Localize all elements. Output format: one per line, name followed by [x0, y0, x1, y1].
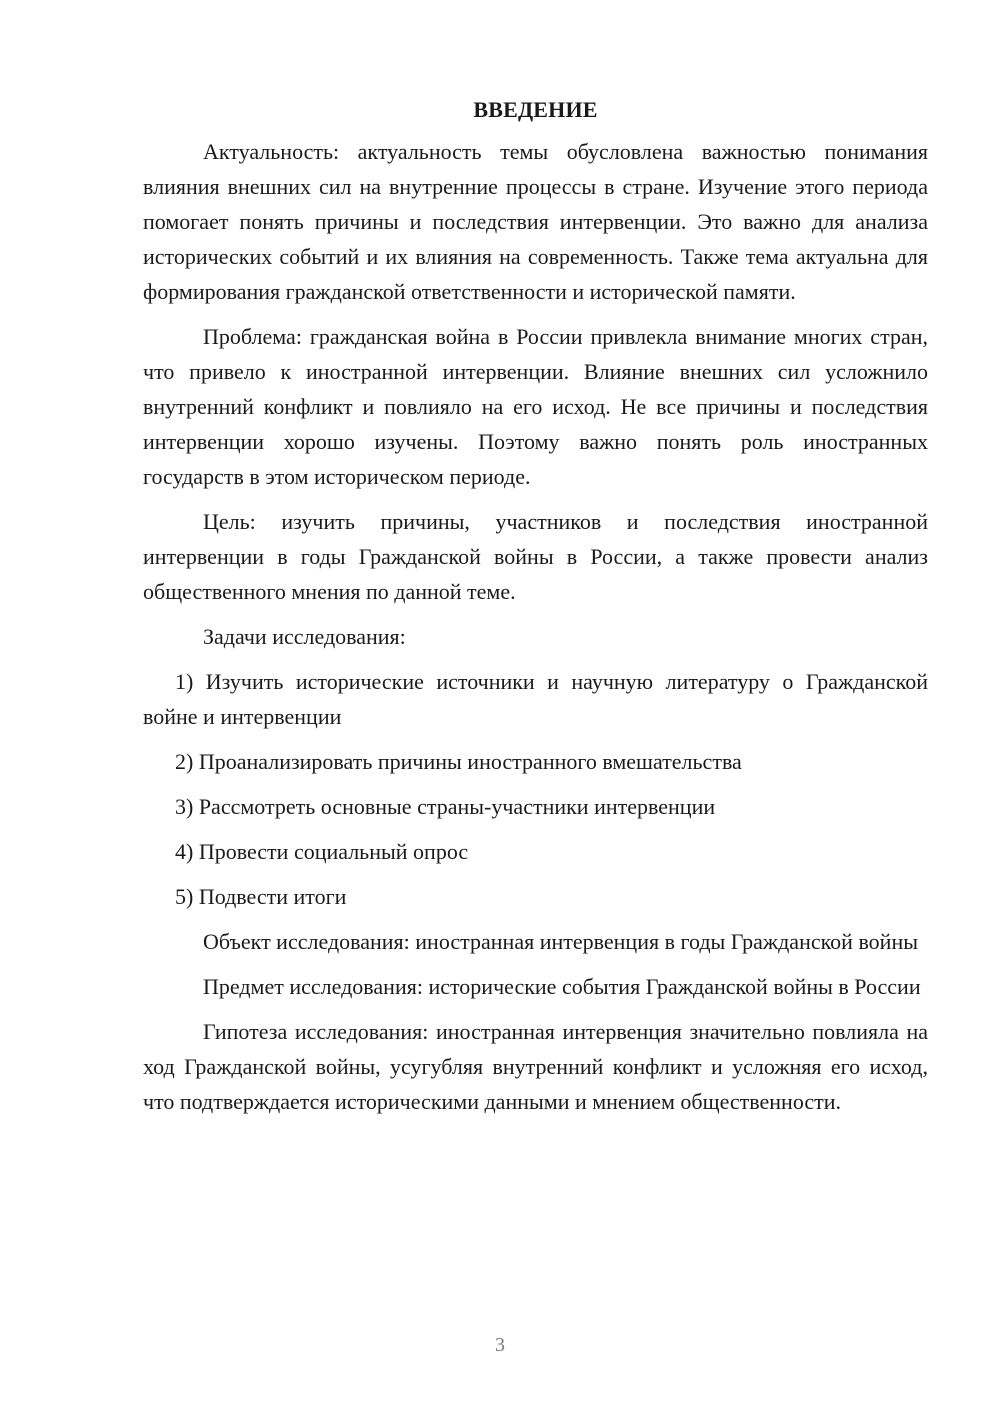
- subject-paragraph: Предмет исследования: исторические события Гражданской войны в России: [203, 974, 921, 999]
- tasks-list: [143, 664, 928, 914]
- relevance-paragraph: Актуальность: актуальность темы обусловлена важностью понимания влияния внешних сил на внутренние процессы в стране. Изучение этого периода помогает понять причины и последствия интервенции. Это важно для анализа исторических событий и их влияния на современность. Также тема актуальна для формирования гражданской ответственности и исторической памяти.: [143, 139, 928, 304]
- tasks-heading: Задачи исследования:: [203, 624, 406, 649]
- page-title: ВВЕДЕНИЕ: [473, 97, 598, 122]
- problem-paragraph: Проблема: гражданская война в России привлекла внимание многих стран, что привело к иностранной интервенции. Влияние внешних сил усложнило внутренний конфликт и повлияло на его исход. Не все причины и последствия интервенции хорошо изучены. Поэтому важно понять роль иностранных государств в этом историческом периоде.: [143, 324, 928, 489]
- task-item: 3) Рассмотреть основные страны-участники интервенции: [175, 794, 716, 819]
- goal-paragraph: Цель: изучить причины, участников и последствия иностранной интервенции в годы Гражданской войны в России, а также провести анализ общественного мнения по данной теме.: [143, 509, 928, 604]
- task-item: 4) Провести социальный опрос: [175, 839, 469, 864]
- object-paragraph: Объект исследования: иностранная интервенция в годы Гражданской войны: [203, 929, 919, 954]
- task-item: 2) Проанализировать причины иностранного вмешательства: [175, 749, 742, 774]
- document-body: [143, 92, 928, 1129]
- task-item: 5) Подвести итоги: [175, 884, 347, 909]
- task-item: 1) Изучить исторические источники и научную литературу о Гражданской войне и интервенции: [143, 669, 928, 729]
- hypothesis-paragraph: Гипотеза исследования: иностранная интервенция значительно повлияла на ход Гражданской войны, усугубляя внутренний конфликт и усложняя его исход, что подтверждается историческими данными и мнением общественности.: [143, 1019, 928, 1114]
- page-number: 3: [495, 1334, 505, 1356]
